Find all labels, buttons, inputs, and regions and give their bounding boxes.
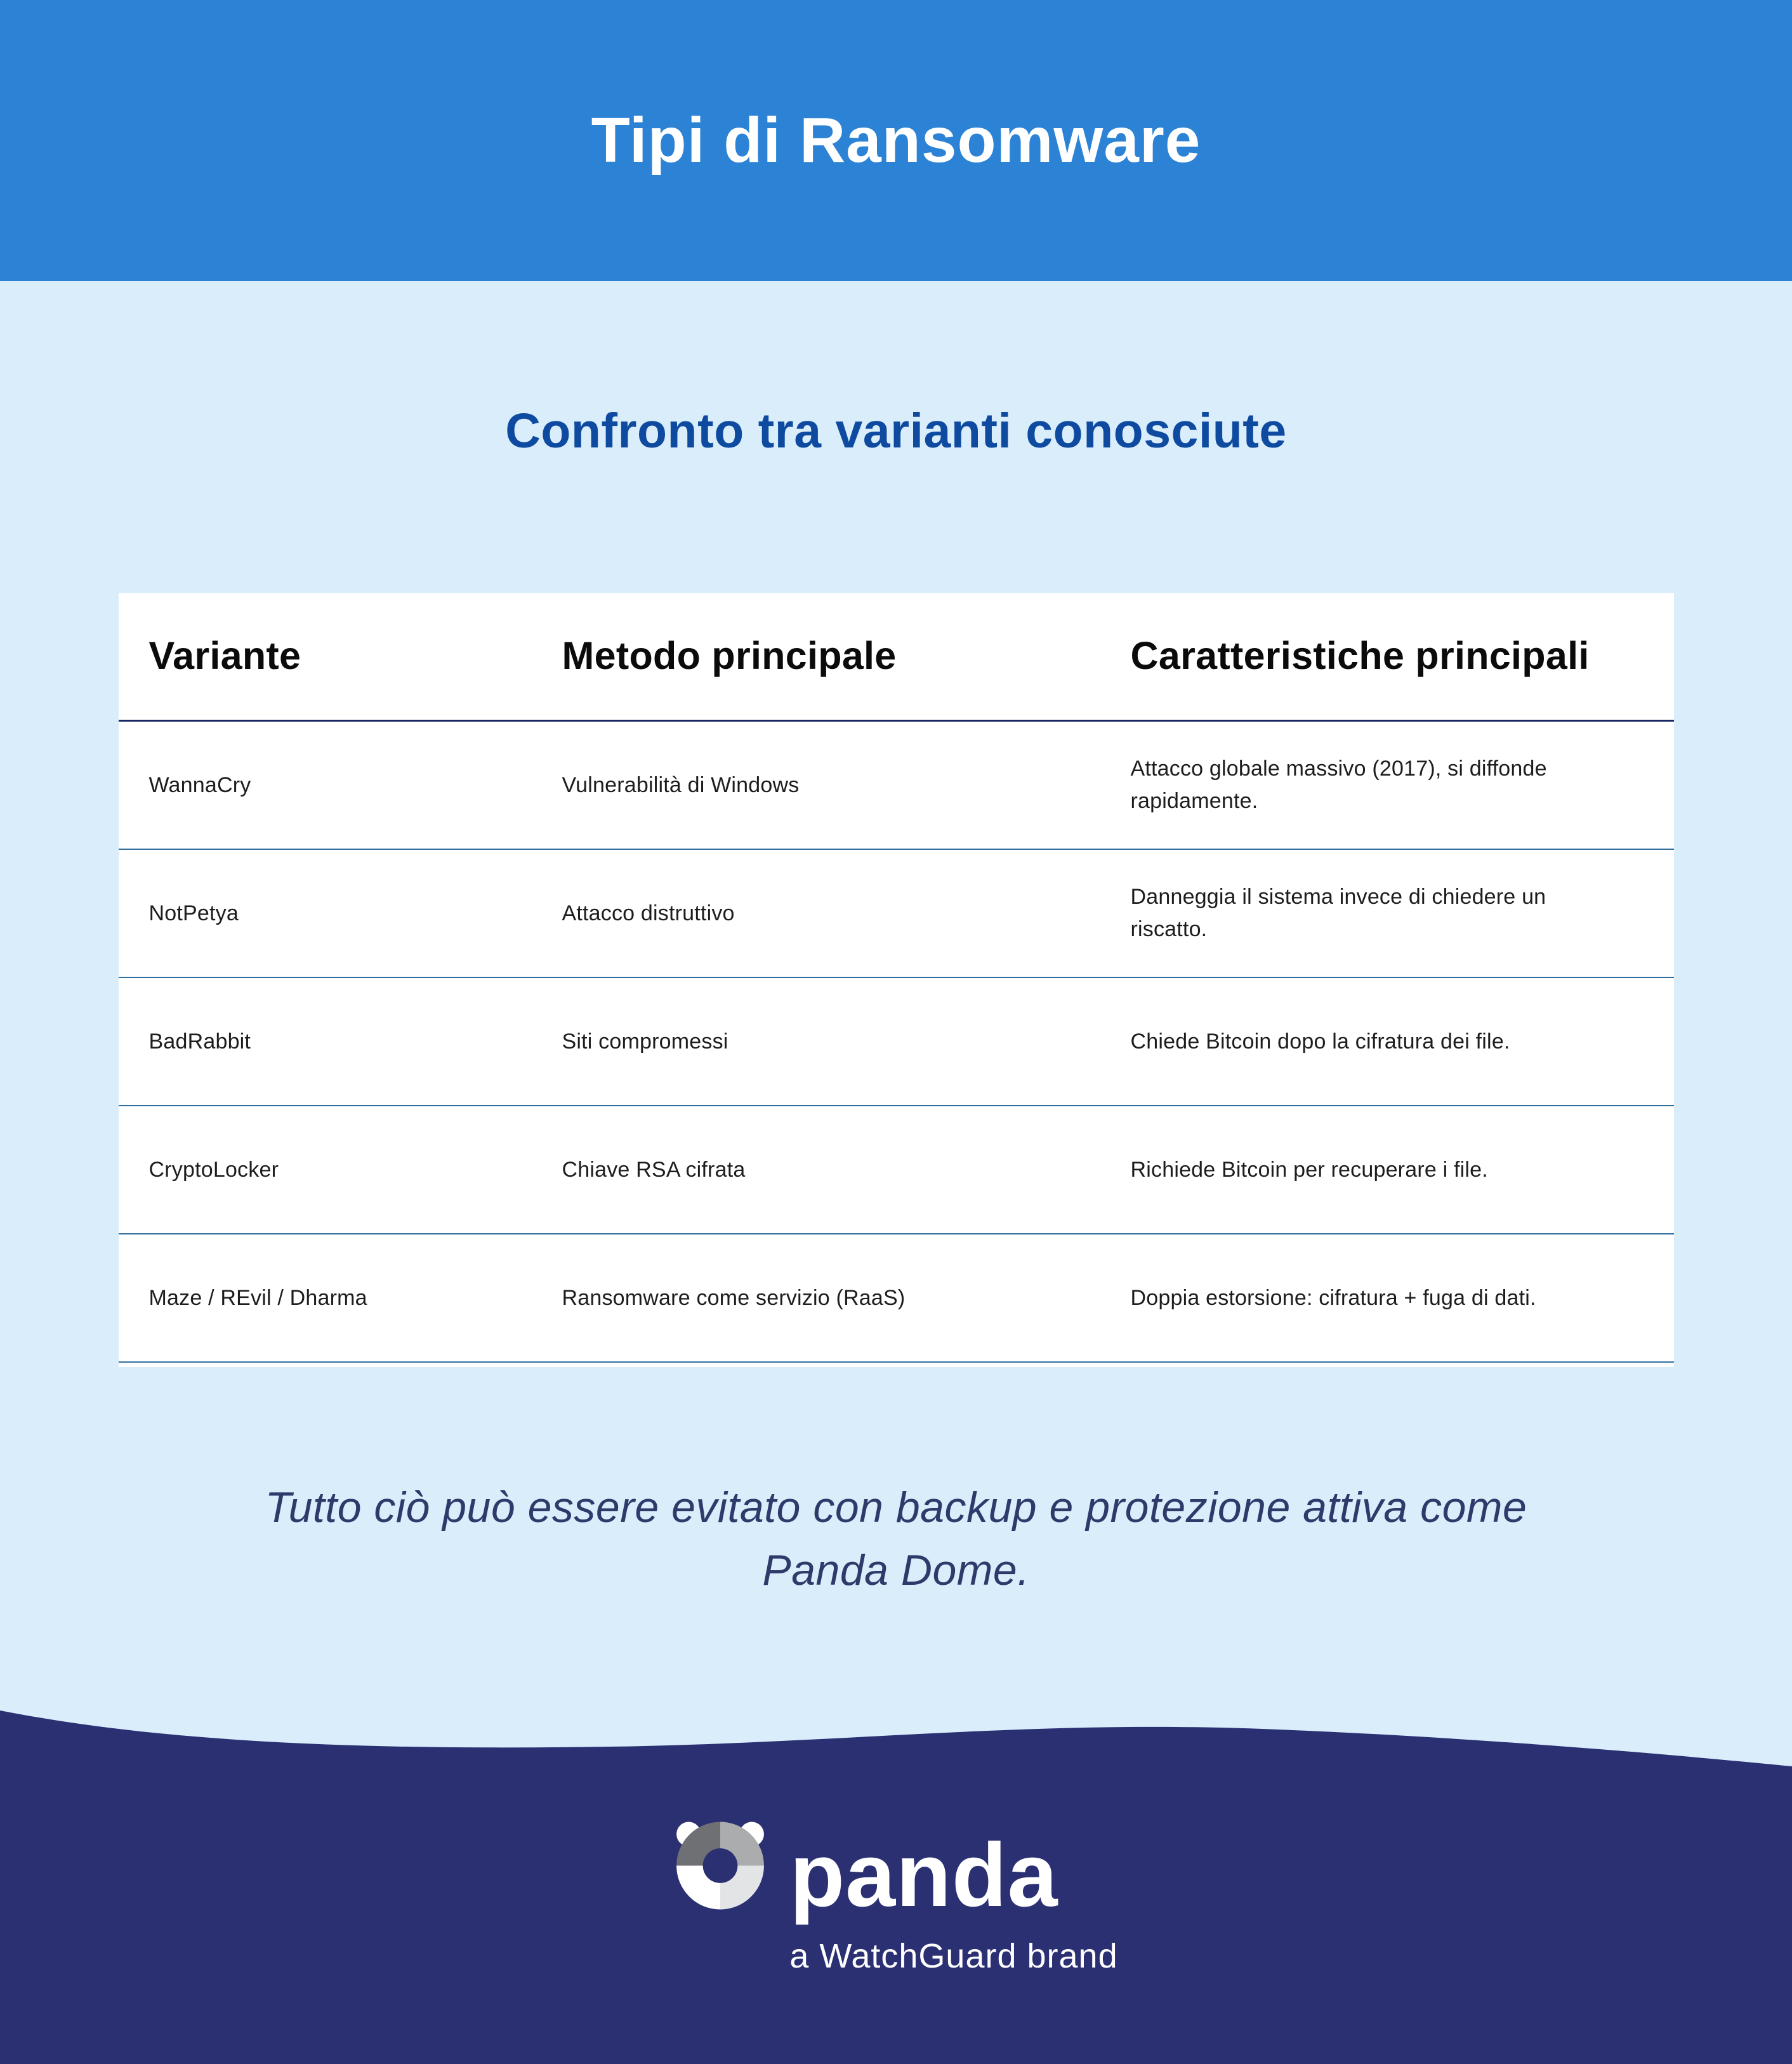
variants-table [119,593,1674,1367]
panda-logo [0,1825,1792,1976]
table-body [119,722,1674,1363]
traits-cell: Doppia estorsione: cifratura + fuga di dati. [1130,1285,1536,1310]
variant-cell: WannaCry [148,772,251,797]
footer [0,1688,1792,2064]
method-cell: Ransomware come servizio (RaaS) [562,1285,906,1310]
table-row [119,722,1674,850]
page-title: Tipi di Ransomware [591,105,1201,176]
method-cell: Siti compromessi [562,1029,728,1054]
brand-tagline: a WatchGuard brand [789,1936,1118,1975]
traits-cell: Attacco globale massivo (2017), si diffonde rapidamente. [1130,757,1547,813]
table-row [119,978,1674,1106]
traits-cell: Richiede Bitcoin per recuperare i file. [1130,1157,1488,1182]
closing-note-line2: Panda Dome. [762,1545,1030,1594]
brand-name: panda [789,1825,1058,1926]
method-cell: Chiave RSA cifrata [562,1157,746,1182]
column-header-variante: Variante [148,634,301,678]
closing-note [0,1476,1792,1601]
method-cell: Attacco distruttivo [562,901,735,925]
table-row [119,850,1674,978]
table-row [119,1234,1674,1363]
header-banner [0,0,1792,281]
brand-text-block [789,1825,1118,1976]
closing-note-line1: Tutto ciò può essere evitato con backup e protezione attiva come [265,1483,1527,1531]
method-cell: Vulnerabilità di Windows [562,772,800,797]
variant-cell: NotPetya [148,901,239,925]
variant-cell: BadRabbit [148,1029,251,1054]
variant-cell: Maze / REvil / Dharma [148,1285,367,1310]
column-header-caratteristiche: Caratteristiche principali [1130,634,1590,678]
panda-logo-icon [674,1819,767,1912]
section-subtitle: Confronto tra varianti conosciute [505,404,1287,458]
table-header-row [119,593,1674,722]
table-row [119,1106,1674,1234]
column-header-metodo: Metodo principale [562,634,897,678]
traits-cell: Danneggia il sistema invece di chiedere un riscatto. [1130,885,1546,941]
variant-cell: CryptoLocker [148,1157,279,1182]
traits-cell: Chiede Bitcoin dopo la cifratura dei file. [1130,1029,1510,1054]
